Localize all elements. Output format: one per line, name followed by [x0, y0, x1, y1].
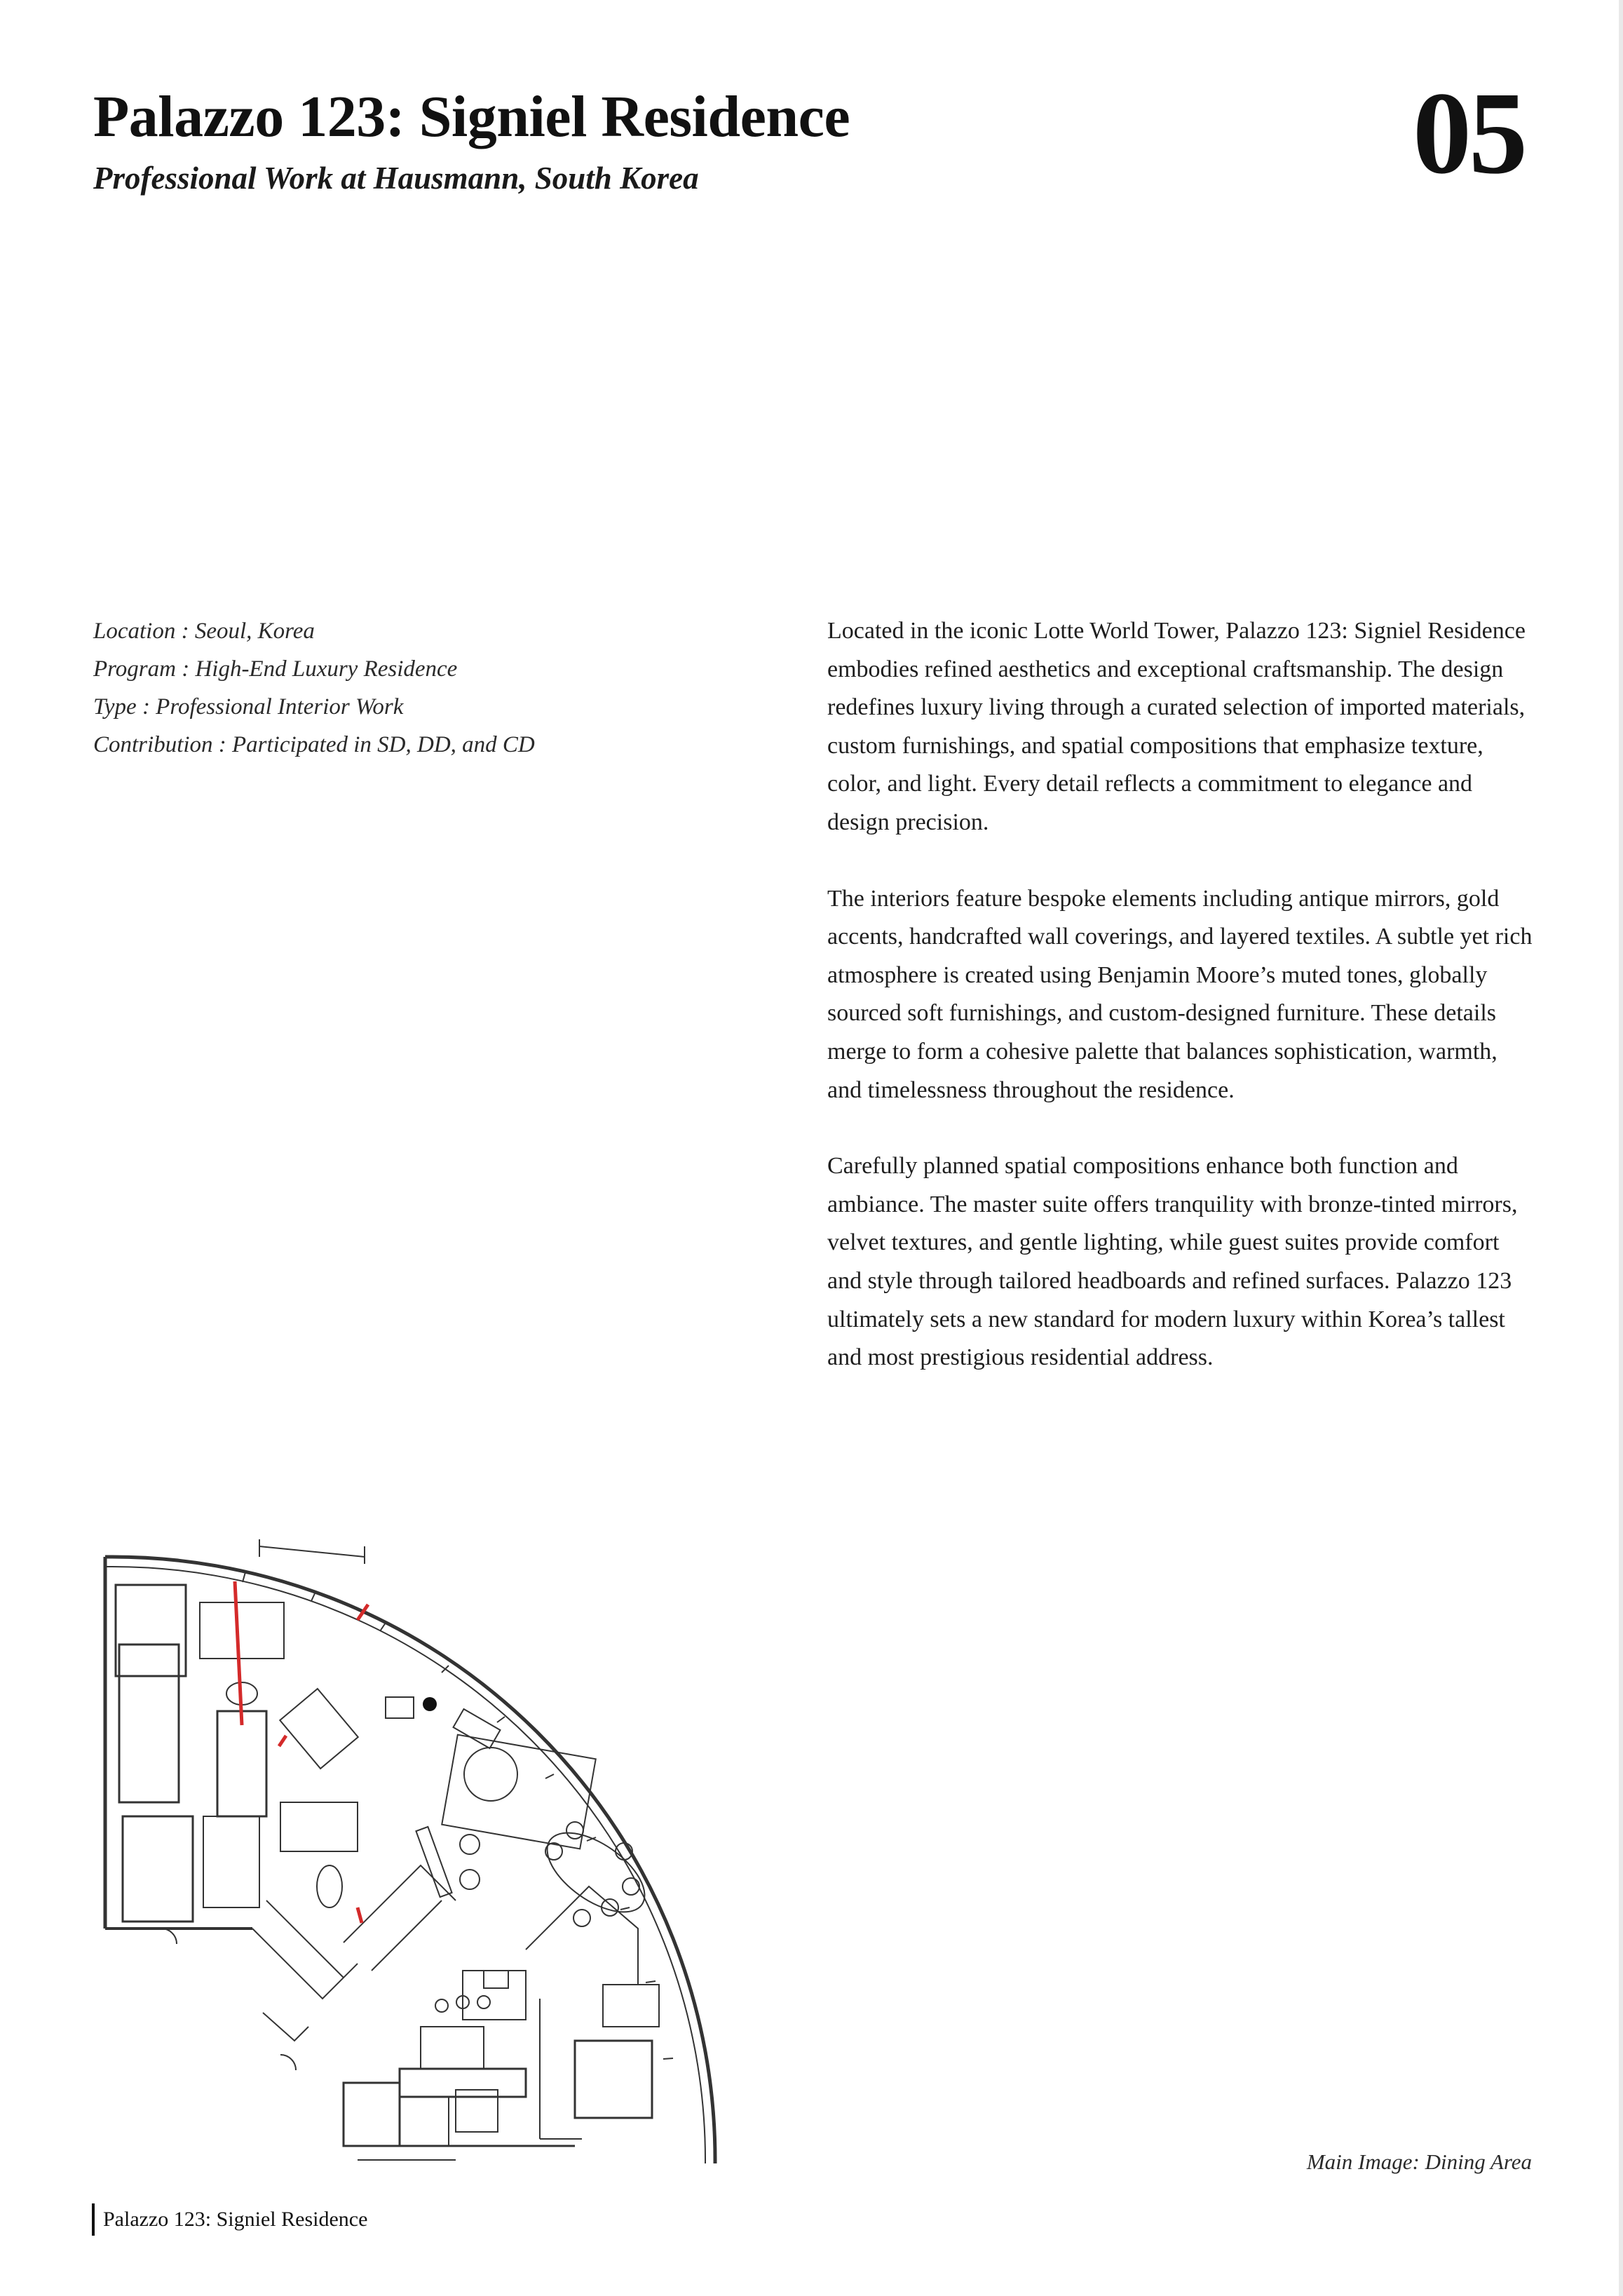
- floor-plan-drawing: [91, 1536, 722, 2167]
- page-title: Palazzo 123: Signiel Residence: [93, 84, 850, 149]
- description-paragraph: Carefully planned spatial compositions enhance both function and ambiance. The master suite offers tranquility with bronze-tinted mirrors, velvet textures, and gentle lighting, while guest suites provide comfort and style through tailored headboards and refined surfaces. Palazzo 123 ultimately sets a new standard for modern luxury within Korea’s tallest and most prestigious residential address.: [827, 1153, 1518, 1371]
- description-paragraph: Located in the iconic Lotte World Tower, Palazzo 123: Signiel Residence embodies refined aesthetics and exceptional craftsmanship. The design redefines luxury living through a curated selection of imported materials, custom furnishings, and spatial compositions that emphasize texture, color, and light. Every detail reflects a commitment to elegance and design precision.: [827, 618, 1526, 835]
- project-info: [93, 612, 724, 764]
- page-subtitle: Professional Work at Hausmann, South Korea: [93, 161, 699, 196]
- page-number: 05: [1413, 68, 1525, 198]
- description-paragraph: The interiors feature bespoke elements including antique mirrors, gold accents, handcrafted wall coverings, and layered textiles. A subtle yet rich atmosphere is created using Benjamin Moore’s muted tones, globally sourced soft furnishings, and custom-designed furniture. These details merge to form a cohesive palette that balances sophistication, warmth, and timelessness throughout the residence.: [827, 885, 1533, 1103]
- contribution-line: Contribution : Participated in SD, DD, and CD: [93, 732, 535, 757]
- image-caption: Main Image: Dining Area: [1306, 2149, 1532, 2174]
- page-edge: [1619, 0, 1623, 2296]
- project-description: [827, 612, 1535, 1415]
- location-line: Location : Seoul, Korea: [93, 619, 315, 644]
- type-line: Type : Professional Interior Work: [93, 694, 404, 720]
- footer-running-title: Palazzo 123: Signiel Residence: [92, 2203, 367, 2236]
- program-line: Program : High-End Luxury Residence: [93, 656, 458, 682]
